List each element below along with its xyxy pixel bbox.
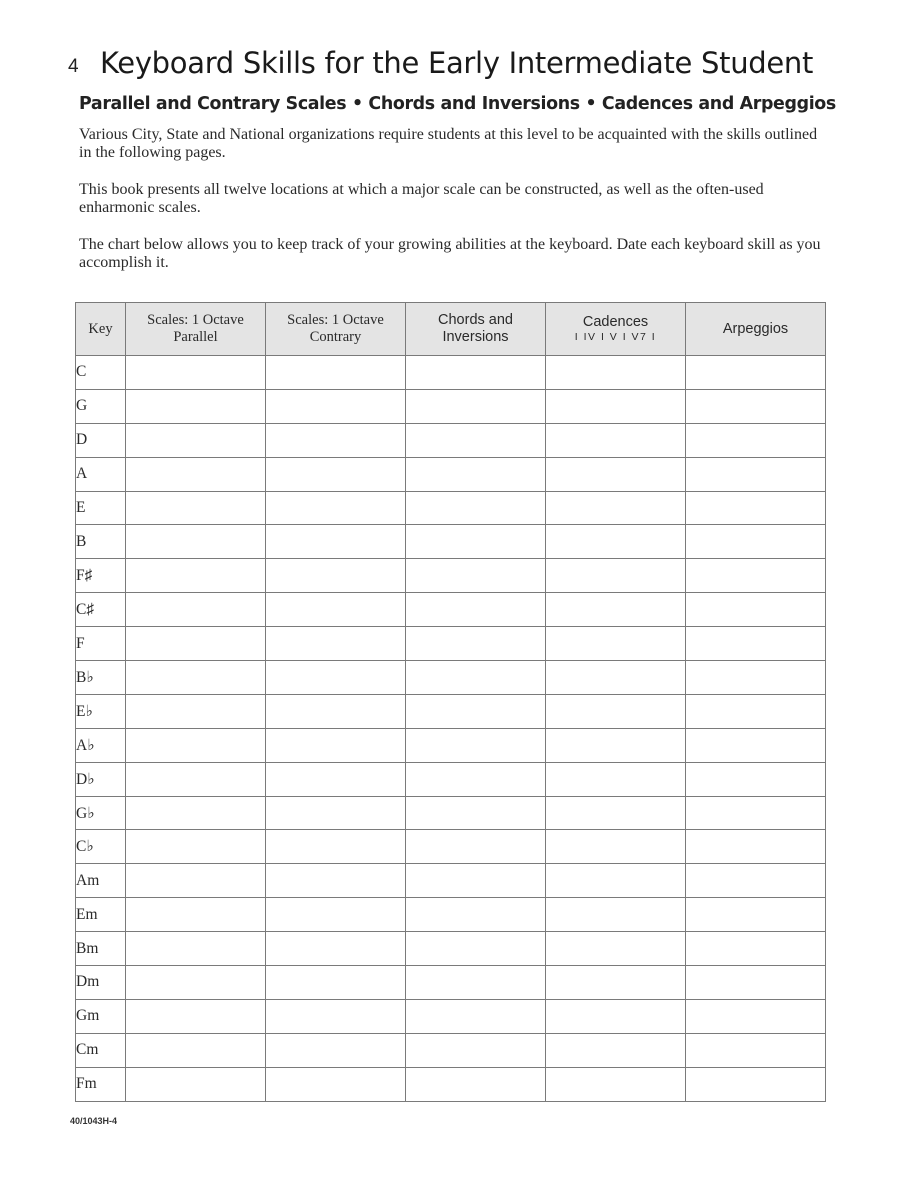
parallel-scales-cell[interactable] bbox=[126, 356, 266, 390]
contrary-scales-cell[interactable] bbox=[266, 491, 406, 525]
cadences-cell[interactable] bbox=[546, 1033, 686, 1067]
key-cell: Am bbox=[76, 864, 126, 898]
contrary-scales-cell[interactable] bbox=[266, 1033, 406, 1067]
parallel-scales-cell[interactable] bbox=[126, 966, 266, 1000]
chords-cell[interactable] bbox=[406, 1033, 546, 1067]
chords-cell[interactable] bbox=[406, 796, 546, 830]
arpeggios-cell[interactable] bbox=[686, 356, 826, 390]
chords-column-header bbox=[406, 303, 546, 356]
parallel-scales-cell[interactable] bbox=[126, 457, 266, 491]
key-cell: D bbox=[76, 423, 126, 457]
intro-paragraph: This book presents all twelve locations at which a major scale can be constructed, as well as the often-used enharmonic scales. bbox=[79, 181, 764, 216]
footer-code: 40/1043H-4 bbox=[70, 1116, 118, 1126]
parallel-scales-cell[interactable] bbox=[126, 389, 266, 423]
parallel-scales-cell[interactable] bbox=[126, 999, 266, 1033]
parallel-scales-cell[interactable] bbox=[126, 525, 266, 559]
arpeggios-cell[interactable] bbox=[686, 457, 826, 491]
table-row bbox=[76, 491, 826, 525]
key-cell: C♭ bbox=[76, 830, 126, 864]
parallel-scales-cell[interactable] bbox=[126, 830, 266, 864]
chords-cell[interactable] bbox=[406, 898, 546, 932]
parallel-scales-cell[interactable] bbox=[126, 1067, 266, 1101]
table-row bbox=[76, 423, 826, 457]
arpeggios-cell[interactable] bbox=[686, 559, 826, 593]
chords-cell[interactable] bbox=[406, 661, 546, 695]
cadences-cell[interactable] bbox=[546, 796, 686, 830]
arpeggios-cell[interactable] bbox=[686, 762, 826, 796]
contrary-scales-cell[interactable] bbox=[266, 966, 406, 1000]
contrary-scales-cell[interactable] bbox=[266, 457, 406, 491]
key-cell: E bbox=[76, 491, 126, 525]
cadences-cell[interactable] bbox=[546, 457, 686, 491]
arpeggios-cell[interactable] bbox=[686, 932, 826, 966]
page-title: Keyboard Skills for the Early Intermediate Student bbox=[100, 46, 814, 80]
cadences-cell[interactable] bbox=[546, 694, 686, 728]
table-row bbox=[76, 525, 826, 559]
parallel-scales-cell[interactable] bbox=[126, 864, 266, 898]
contrary-scales-cell[interactable] bbox=[266, 356, 406, 390]
table-row bbox=[76, 559, 826, 593]
key-cell: A♭ bbox=[76, 728, 126, 762]
intro-text bbox=[79, 126, 831, 291]
contrary-scales-cell[interactable] bbox=[266, 627, 406, 661]
cadences-cell[interactable] bbox=[546, 728, 686, 762]
contrary-scales-cell[interactable] bbox=[266, 559, 406, 593]
cadences-cell[interactable] bbox=[546, 966, 686, 1000]
table-row bbox=[76, 694, 826, 728]
chords-cell[interactable] bbox=[406, 864, 546, 898]
chart-header-row bbox=[76, 303, 826, 356]
arpeggios-cell[interactable] bbox=[686, 898, 826, 932]
key-cell: F bbox=[76, 627, 126, 661]
chords-cell[interactable] bbox=[406, 491, 546, 525]
contrary-scales-column-header bbox=[266, 303, 406, 356]
skills-chart bbox=[75, 302, 826, 1102]
cadences-cell[interactable] bbox=[546, 525, 686, 559]
parallel-scales-cell[interactable] bbox=[126, 661, 266, 695]
cadences-cell[interactable] bbox=[546, 1067, 686, 1101]
contrary-scales-cell[interactable] bbox=[266, 694, 406, 728]
arpeggios-cell[interactable] bbox=[686, 864, 826, 898]
cadences-cell[interactable] bbox=[546, 830, 686, 864]
parallel-scales-cell[interactable] bbox=[126, 491, 266, 525]
table-row bbox=[76, 593, 826, 627]
key-cell: G♭ bbox=[76, 796, 126, 830]
cadences-cell[interactable] bbox=[546, 898, 686, 932]
table-row bbox=[76, 389, 826, 423]
parallel-scales-cell[interactable] bbox=[126, 423, 266, 457]
table-row bbox=[76, 898, 826, 932]
table-row bbox=[76, 1067, 826, 1101]
cadences-cell[interactable] bbox=[546, 559, 686, 593]
chords-cell[interactable] bbox=[406, 423, 546, 457]
contrary-scales-cell[interactable] bbox=[266, 423, 406, 457]
table-row bbox=[76, 966, 826, 1000]
table-row bbox=[76, 661, 826, 695]
arpeggios-cell[interactable] bbox=[686, 423, 826, 457]
chords-cell[interactable] bbox=[406, 627, 546, 661]
table-row bbox=[76, 999, 826, 1033]
header-line: Chords and bbox=[438, 312, 513, 328]
parallel-scales-cell[interactable] bbox=[126, 593, 266, 627]
chords-cell[interactable] bbox=[406, 999, 546, 1033]
parallel-scales-cell[interactable] bbox=[126, 1033, 266, 1067]
cadences-cell[interactable] bbox=[546, 999, 686, 1033]
contrary-scales-cell[interactable] bbox=[266, 593, 406, 627]
contrary-scales-cell[interactable] bbox=[266, 898, 406, 932]
key-cell: B bbox=[76, 525, 126, 559]
key-cell: G bbox=[76, 389, 126, 423]
header-line: Cadences bbox=[582, 314, 649, 330]
table-row bbox=[76, 627, 826, 661]
page-subtitle: Parallel and Contrary Scales • Chords and Inversions • Cadences and Arpeggios bbox=[79, 94, 836, 114]
arpeggios-cell[interactable] bbox=[686, 830, 826, 864]
cadences-cell[interactable] bbox=[546, 389, 686, 423]
cadences-cell[interactable] bbox=[546, 762, 686, 796]
contrary-scales-cell[interactable] bbox=[266, 389, 406, 423]
chart-body bbox=[76, 356, 826, 1102]
table-row bbox=[76, 1033, 826, 1067]
page-number: 4 bbox=[68, 56, 79, 77]
cadences-cell[interactable] bbox=[546, 356, 686, 390]
contrary-scales-cell[interactable] bbox=[266, 525, 406, 559]
key-cell: Gm bbox=[76, 999, 126, 1033]
key-cell: E♭ bbox=[76, 694, 126, 728]
key-cell: Em bbox=[76, 898, 126, 932]
table-row bbox=[76, 356, 826, 390]
arpeggios-cell[interactable] bbox=[686, 389, 826, 423]
cadences-column-header bbox=[546, 303, 686, 356]
chords-cell[interactable] bbox=[406, 694, 546, 728]
parallel-scales-cell[interactable] bbox=[126, 728, 266, 762]
key-cell: Cm bbox=[76, 1033, 126, 1067]
key-cell: C♯ bbox=[76, 593, 126, 627]
intro-paragraph: Various City, State and National organizations require students at this level to be acquainted with the skills outlined in the following pages. bbox=[79, 126, 818, 161]
arpeggios-cell[interactable] bbox=[686, 525, 826, 559]
contrary-scales-cell[interactable] bbox=[266, 762, 406, 796]
parallel-scales-column-header bbox=[126, 303, 266, 356]
arpeggios-cell[interactable] bbox=[686, 694, 826, 728]
header-line: Parallel bbox=[173, 329, 218, 345]
arpeggios-cell[interactable] bbox=[686, 491, 826, 525]
header-line: Inversions bbox=[442, 329, 509, 345]
arpeggios-cell[interactable] bbox=[686, 661, 826, 695]
table-row bbox=[76, 762, 826, 796]
chords-cell[interactable] bbox=[406, 830, 546, 864]
key-cell: Fm bbox=[76, 1067, 126, 1101]
key-cell: A bbox=[76, 457, 126, 491]
key-column-header: Key bbox=[76, 303, 126, 356]
parallel-scales-cell[interactable] bbox=[126, 694, 266, 728]
arpeggios-cell[interactable] bbox=[686, 999, 826, 1033]
parallel-scales-cell[interactable] bbox=[126, 559, 266, 593]
chords-cell[interactable] bbox=[406, 559, 546, 593]
chords-cell[interactable] bbox=[406, 356, 546, 390]
chords-cell[interactable] bbox=[406, 593, 546, 627]
contrary-scales-cell[interactable] bbox=[266, 796, 406, 830]
chords-cell[interactable] bbox=[406, 762, 546, 796]
key-cell: D♭ bbox=[76, 762, 126, 796]
table-row bbox=[76, 457, 826, 491]
arpeggios-cell[interactable] bbox=[686, 1033, 826, 1067]
contrary-scales-cell[interactable] bbox=[266, 999, 406, 1033]
parallel-scales-cell[interactable] bbox=[126, 898, 266, 932]
key-cell: Bm bbox=[76, 932, 126, 966]
arpeggios-cell[interactable] bbox=[686, 1067, 826, 1101]
table-row bbox=[76, 728, 826, 762]
chords-cell[interactable] bbox=[406, 457, 546, 491]
key-cell: C bbox=[76, 356, 126, 390]
arpeggios-cell[interactable] bbox=[686, 728, 826, 762]
header-line: Scales: 1 Octave bbox=[147, 312, 244, 328]
cadence-numerals: I IV I V I V7 I bbox=[574, 331, 657, 343]
parallel-scales-cell[interactable] bbox=[126, 762, 266, 796]
contrary-scales-cell[interactable] bbox=[266, 1067, 406, 1101]
parallel-scales-cell[interactable] bbox=[126, 796, 266, 830]
chords-cell[interactable] bbox=[406, 525, 546, 559]
chords-cell[interactable] bbox=[406, 728, 546, 762]
arpeggios-cell[interactable] bbox=[686, 966, 826, 1000]
arpeggios-column-header: Arpeggios bbox=[686, 303, 826, 356]
cadences-cell[interactable] bbox=[546, 661, 686, 695]
arpeggios-cell[interactable] bbox=[686, 627, 826, 661]
key-cell: Dm bbox=[76, 966, 126, 1000]
header-line: Contrary bbox=[309, 329, 362, 345]
arpeggios-cell[interactable] bbox=[686, 796, 826, 830]
chords-cell[interactable] bbox=[406, 389, 546, 423]
parallel-scales-cell[interactable] bbox=[126, 932, 266, 966]
cadences-cell[interactable] bbox=[546, 491, 686, 525]
contrary-scales-cell[interactable] bbox=[266, 728, 406, 762]
cadences-cell[interactable] bbox=[546, 627, 686, 661]
arpeggios-cell[interactable] bbox=[686, 593, 826, 627]
contrary-scales-cell[interactable] bbox=[266, 830, 406, 864]
table-row bbox=[76, 932, 826, 966]
cadences-cell[interactable] bbox=[546, 932, 686, 966]
cadences-cell[interactable] bbox=[546, 423, 686, 457]
chords-cell[interactable] bbox=[406, 966, 546, 1000]
chords-cell[interactable] bbox=[406, 932, 546, 966]
header-line: Scales: 1 Octave bbox=[287, 312, 384, 328]
contrary-scales-cell[interactable] bbox=[266, 864, 406, 898]
key-cell: B♭ bbox=[76, 661, 126, 695]
table-row bbox=[76, 864, 826, 898]
contrary-scales-cell[interactable] bbox=[266, 932, 406, 966]
cadences-cell[interactable] bbox=[546, 593, 686, 627]
table-row bbox=[76, 796, 826, 830]
key-cell: F♯ bbox=[76, 559, 126, 593]
parallel-scales-cell[interactable] bbox=[126, 627, 266, 661]
chords-cell[interactable] bbox=[406, 1067, 546, 1101]
cadences-cell[interactable] bbox=[546, 864, 686, 898]
contrary-scales-cell[interactable] bbox=[266, 661, 406, 695]
intro-paragraph: The chart below allows you to keep track of your growing abilities at the keyboard. Date each keyboard skill as you accomplish it. bbox=[79, 236, 821, 271]
table-row bbox=[76, 830, 826, 864]
